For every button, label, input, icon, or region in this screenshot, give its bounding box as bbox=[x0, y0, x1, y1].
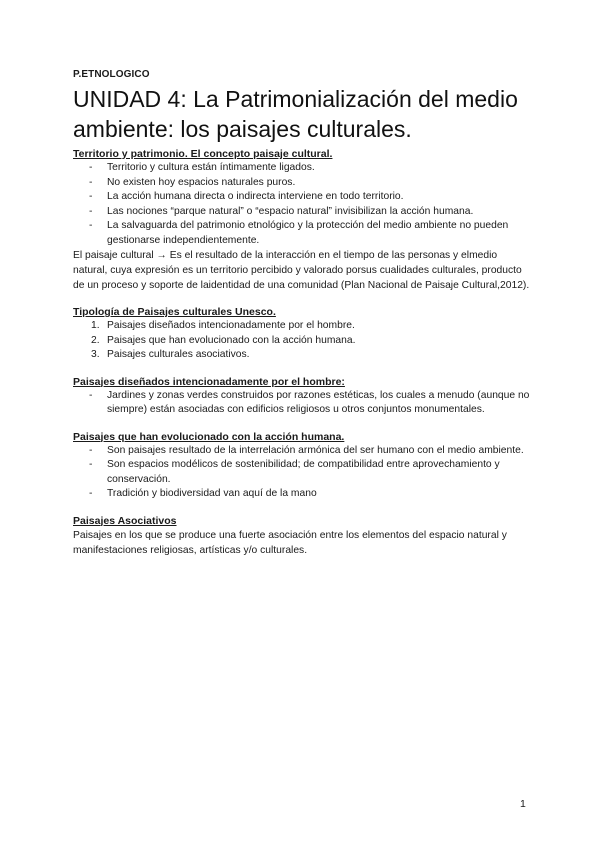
section-asociativos bbox=[73, 514, 533, 558]
list-item: - Son paisajes resultado de la interrelación armónica del ser humano con el medio ambiente. bbox=[73, 444, 533, 459]
list-item: - La salvaguarda del patrimonio etnológico y la protección del medio ambiente no pueden gestionarse independientemente. bbox=[73, 219, 533, 248]
list-item: - La acción humana directa o indirecta interviene en todo territorio. bbox=[73, 190, 533, 205]
numbered-list bbox=[73, 319, 533, 363]
document-page bbox=[73, 69, 533, 558]
list-item-text: Paisajes culturales asociativos. bbox=[107, 349, 250, 360]
section-tipologia bbox=[73, 305, 533, 363]
list-item: - Territorio y cultura están íntimamente ligados. bbox=[73, 161, 533, 176]
section-heading: Paisajes que han evolucionado con la acción humana. bbox=[73, 430, 345, 443]
list-item bbox=[73, 319, 533, 334]
list-item: - Son espacios modélicos de sostenibilidad; de compatibilidad entre aprovechamiento y conservación. bbox=[73, 458, 533, 487]
section-heading: Territorio y patrimonio. El concepto paisaje cultural. bbox=[73, 148, 333, 160]
bullet-list bbox=[73, 444, 533, 502]
list-number: 3. bbox=[91, 349, 100, 360]
paragraph-asociativos: Paisajes en los que se produce una fuerte asociación entre los elementos del espacio natural y manifestaciones religiosas, artísticas y/o culturales. bbox=[73, 529, 507, 556]
section-heading: Paisajes Asociativos bbox=[73, 514, 177, 527]
section-evolucionado bbox=[73, 430, 533, 502]
list-item-text: Paisajes diseñados intencionadamente por el hombre. bbox=[107, 320, 355, 331]
list-number: 1. bbox=[91, 320, 100, 331]
bullet-list bbox=[73, 389, 533, 418]
subject-label: P.ETNOLOGICO bbox=[73, 69, 150, 80]
list-item bbox=[73, 348, 533, 363]
list-item bbox=[73, 334, 533, 349]
list-item: - Tradición y biodiversidad van aquí de la mano bbox=[73, 487, 533, 502]
document-title: UNIDAD 4: La Patrimonialización del medio ambiente: los paisajes culturales. bbox=[73, 86, 518, 142]
list-item: - Las nociones “parque natural” o “espacio natural” invisibilizan la acción humana. bbox=[73, 205, 533, 220]
bullet-list bbox=[73, 161, 533, 248]
list-item-text: Paisajes que han evolucionado con la acción humana. bbox=[107, 334, 356, 346]
list-item: - No existen hoy espacios naturales puros. bbox=[73, 176, 533, 191]
section-territorio bbox=[73, 147, 533, 293]
section-disenados bbox=[73, 375, 533, 418]
section-heading: Tipología de Paisajes culturales Unesco. bbox=[73, 306, 276, 318]
section-heading: Paisajes diseñados intencionadamente por el hombre: bbox=[73, 375, 345, 388]
list-number: 2. bbox=[91, 334, 100, 346]
list-item: - Jardines y zonas verdes construidos por razones estéticas, los cuales a menudo (aunque no siempre) están asociadas con edificios religiosos u otros conjuntos monumentales. bbox=[73, 389, 533, 418]
page-number: 1 bbox=[520, 798, 526, 810]
paragraph-definition: El paisaje cultural → Es el resultado de la interacción en el tiempo de las personas y elmedio natural, cuya expresión es un territorio percibido y valorado porsus cualidades culturales, producto de un proceso y soporte de laidentidad de una comunidad (Plan Nacional de Paisaje Cultural,2012). bbox=[73, 250, 530, 291]
